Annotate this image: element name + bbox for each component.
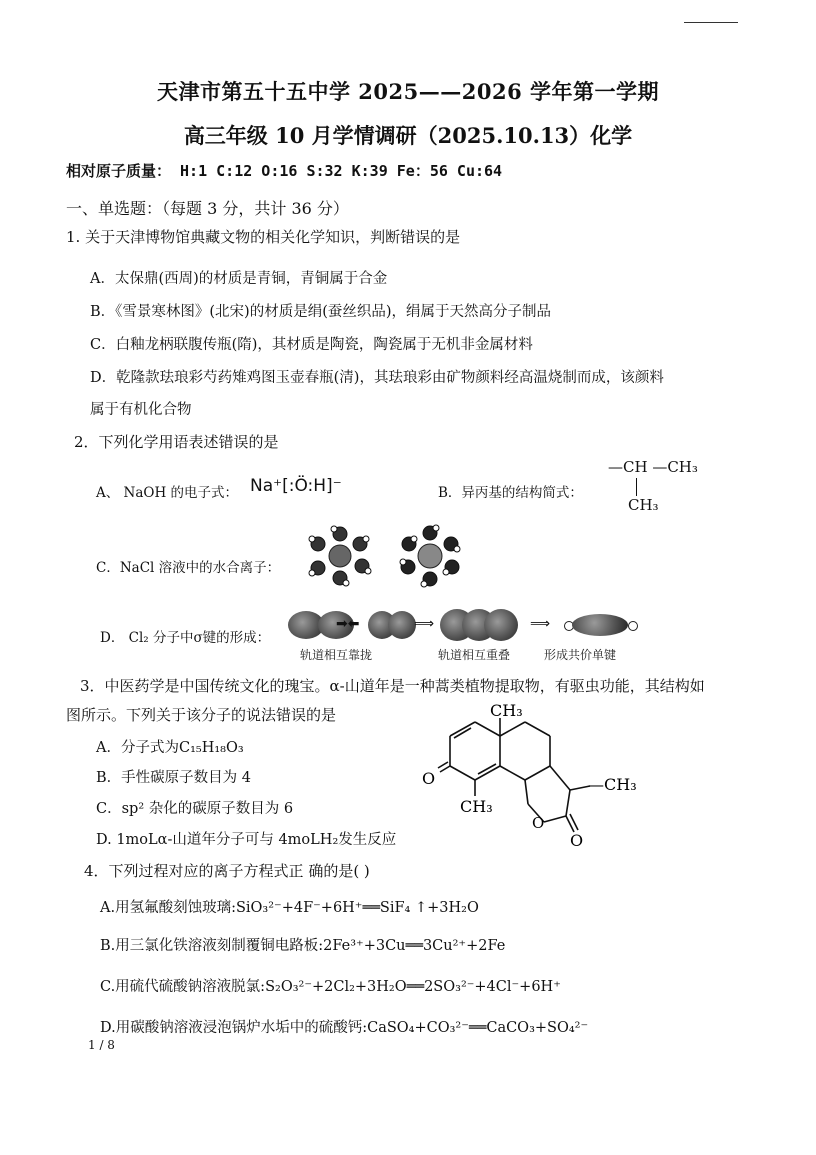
q4-option-a: A.用氢氟酸刻蚀玻璃:SiO₃²⁻+4F⁻+6H⁺══SiF₄ ↑+3H₂O: [100, 900, 479, 916]
q3-stem-line2: 图所示。下列关于该分子的说法错误的是: [66, 706, 337, 724]
q2-option-d-label: D． Cl₂ 分子中σ键的形成：: [100, 630, 271, 646]
arrow-3: ⟹: [530, 616, 551, 632]
naoh-electron-formula: Na⁺[:Ö:H]⁻: [250, 476, 342, 496]
q4-option-b: B.用三氯化铁溶液刻制覆铜电路板:2Fe³⁺+3Cu══3Cu²⁺+2Fe: [100, 938, 506, 954]
page-number: 1 / 8: [88, 1038, 115, 1052]
label-o-ring: O: [532, 814, 545, 832]
q1-option-b: B．《雪景寒林图》(北宋)的材质是绢(蚕丝织品)，绢属于天然高分子制品: [90, 304, 552, 320]
q1-option-d: D．乾隆款珐琅彩芍药雉鸡图玉壶春瓶(清)，其珐琅彩由矿物颜料经高温烧制而成，该颜料: [90, 370, 664, 386]
isopropyl-main-chain: —CH —CH₃: [608, 458, 698, 476]
atomic-masses: 相对原子质量： H:1 C:12 O:16 S:32 K:39 Fe：56 Cu:64: [66, 162, 503, 180]
q4-option-c: C.用硫代硫酸钠溶液脱氯:S₂O₃²⁻+2Cl₂+3H₂O══2SO₃²⁻+4Cl⁻+6H⁺: [100, 979, 561, 995]
q2-stem: 2．下列化学用语表述错误的是: [74, 433, 279, 451]
exam-title-line1: 天津市第五十五中学 2025——2026 学年第一学期: [156, 79, 659, 104]
label-ch3-top: CH₃: [490, 701, 523, 720]
q4-stem: 4．下列过程对应的离子方程式正 确的是( ): [84, 862, 370, 880]
santonin-structure: [420, 700, 640, 860]
arrow-2: ⟹: [414, 616, 435, 632]
exam-title-line2: 高三年级 10 月学情调研（2025.10.13）化学: [183, 123, 633, 148]
q1-option-a: A．太保鼎(西周)的材质是青铜，青铜属于合金: [90, 271, 388, 287]
label-ch3-right: —CH₃: [588, 775, 637, 794]
caption-approach: 轨道相互靠拢: [300, 648, 373, 662]
q3-stem-line1: 3．中医药学是中国传统文化的瑰宝。α-山道年是一种蒿类植物提取物，有驱虫功能，其结构如: [80, 677, 705, 695]
hydrated-cation-diagram: [300, 524, 380, 588]
approach-arrows: ➡⬅: [336, 616, 360, 632]
isopropyl-bond-line: [636, 478, 637, 496]
q2-option-b-label: B．异丙基的结构简式：: [438, 485, 583, 501]
label-o-left: O: [422, 769, 436, 788]
q1-option-d-cont: 属于有机化合物: [90, 402, 192, 418]
isopropyl-branch: CH₃: [628, 496, 659, 514]
q3-option-d: D. 1moLα-山道年分子可与 4moLH₂发生反应: [96, 832, 397, 848]
q4-option-d: D.用碳酸钠溶液浸泡锅炉水垢中的硫酸钙:CaSO₄+CO₃²⁻══CaCO₃+SO₄²⁻: [100, 1020, 589, 1036]
q2-option-a-label: A、 NaOH 的电子式：: [96, 485, 239, 501]
q3-option-c: C．sp² 杂化的碳原子数目为 6: [96, 801, 294, 817]
label-o-carbonyl: O: [570, 831, 584, 850]
q2-option-c-label: C．NaCl 溶液中的水合离子：: [96, 560, 281, 576]
corner-mark: [684, 22, 738, 23]
caption-overlap: 轨道相互重叠: [438, 648, 511, 662]
q1-stem: 1. 关于天津博物馆典藏文物的相关化学知识，判断错误的是: [66, 228, 461, 246]
q3-option-a: A．分子式为C₁₅H₁₈O₃: [96, 740, 244, 756]
hydrated-anion-diagram: [390, 524, 470, 588]
q1-option-c: C．白釉龙柄联腹传瓶(隋)，其材质是陶瓷，陶瓷属于无机非金属材料: [90, 337, 533, 353]
label-ch3-bottom: CH₃: [460, 797, 493, 816]
caption-single-bond: 形成共价单键: [544, 648, 617, 662]
q3-option-b: B．手性碳原子数目为 4: [96, 770, 251, 786]
section-title: 一、单选题：（每题 3 分，共计 36 分）: [66, 199, 349, 218]
